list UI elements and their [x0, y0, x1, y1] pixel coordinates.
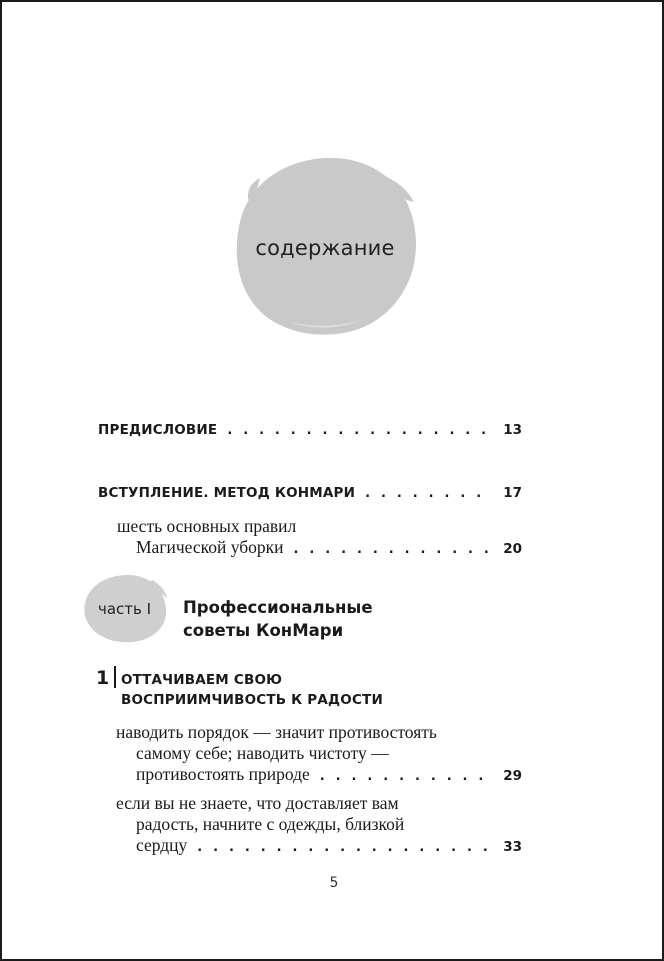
toc-row-entry-1[interactable] — [136, 764, 522, 785]
chapter-divider — [114, 666, 116, 688]
part-title-line: советы КонМари — [183, 621, 344, 640]
chapter-title-line: ВОСПРИИМЧИВОСТЬ К РАДОСТИ — [121, 692, 383, 708]
page-number: 33 — [503, 839, 522, 855]
page-number: 13 — [503, 422, 522, 438]
toc-label: ПРЕДИСЛОВИЕ — [98, 422, 218, 438]
dot-leader — [227, 423, 493, 438]
toc-entry-line[interactable]: радость, начните с одежды, близкой — [136, 814, 405, 834]
dot-leader — [320, 769, 493, 784]
chapter-number: 1 — [96, 667, 110, 689]
toc-entry-label: сердцу — [136, 835, 188, 855]
toc-entry-line[interactable]: самому себе; наводить чистоту — — [136, 743, 389, 763]
part-title-line: Профессиональные — [183, 598, 373, 617]
dot-leader — [294, 542, 494, 557]
page-footer-number: 5 — [329, 875, 339, 891]
page-title: содержание — [255, 236, 395, 260]
chapter-title-line: ОТТАЧИВАЕМ СВОЮ — [121, 672, 283, 688]
part-title[interactable] — [183, 596, 373, 642]
toc-row-entry-2[interactable] — [136, 835, 522, 856]
toc-entry-line[interactable]: наводить порядок — значит противостоять — [116, 722, 437, 742]
toc-sub-label: Магической уборки — [136, 537, 284, 557]
toc-entry-line[interactable]: если вы не знаете, что доставляет вам — [116, 793, 399, 813]
dot-leader — [197, 840, 493, 855]
toc-label: ВСТУПЛЕНИЕ. МЕТОД КОНМАРИ — [98, 485, 356, 501]
dot-leader — [365, 486, 493, 501]
toc-sub-line[interactable]: шесть основных правил — [117, 516, 297, 536]
page-number: 20 — [503, 541, 522, 557]
toc-row-intro-sub[interactable] — [136, 537, 522, 558]
toc-row-preface[interactable] — [98, 422, 522, 438]
toc-row-intro[interactable] — [98, 485, 522, 501]
toc-entry-label: противостоять природе — [136, 764, 310, 784]
part-label: часть I — [98, 600, 152, 618]
page-number: 17 — [503, 485, 522, 501]
page-number: 29 — [503, 768, 522, 784]
chapter-title[interactable] — [121, 670, 383, 710]
